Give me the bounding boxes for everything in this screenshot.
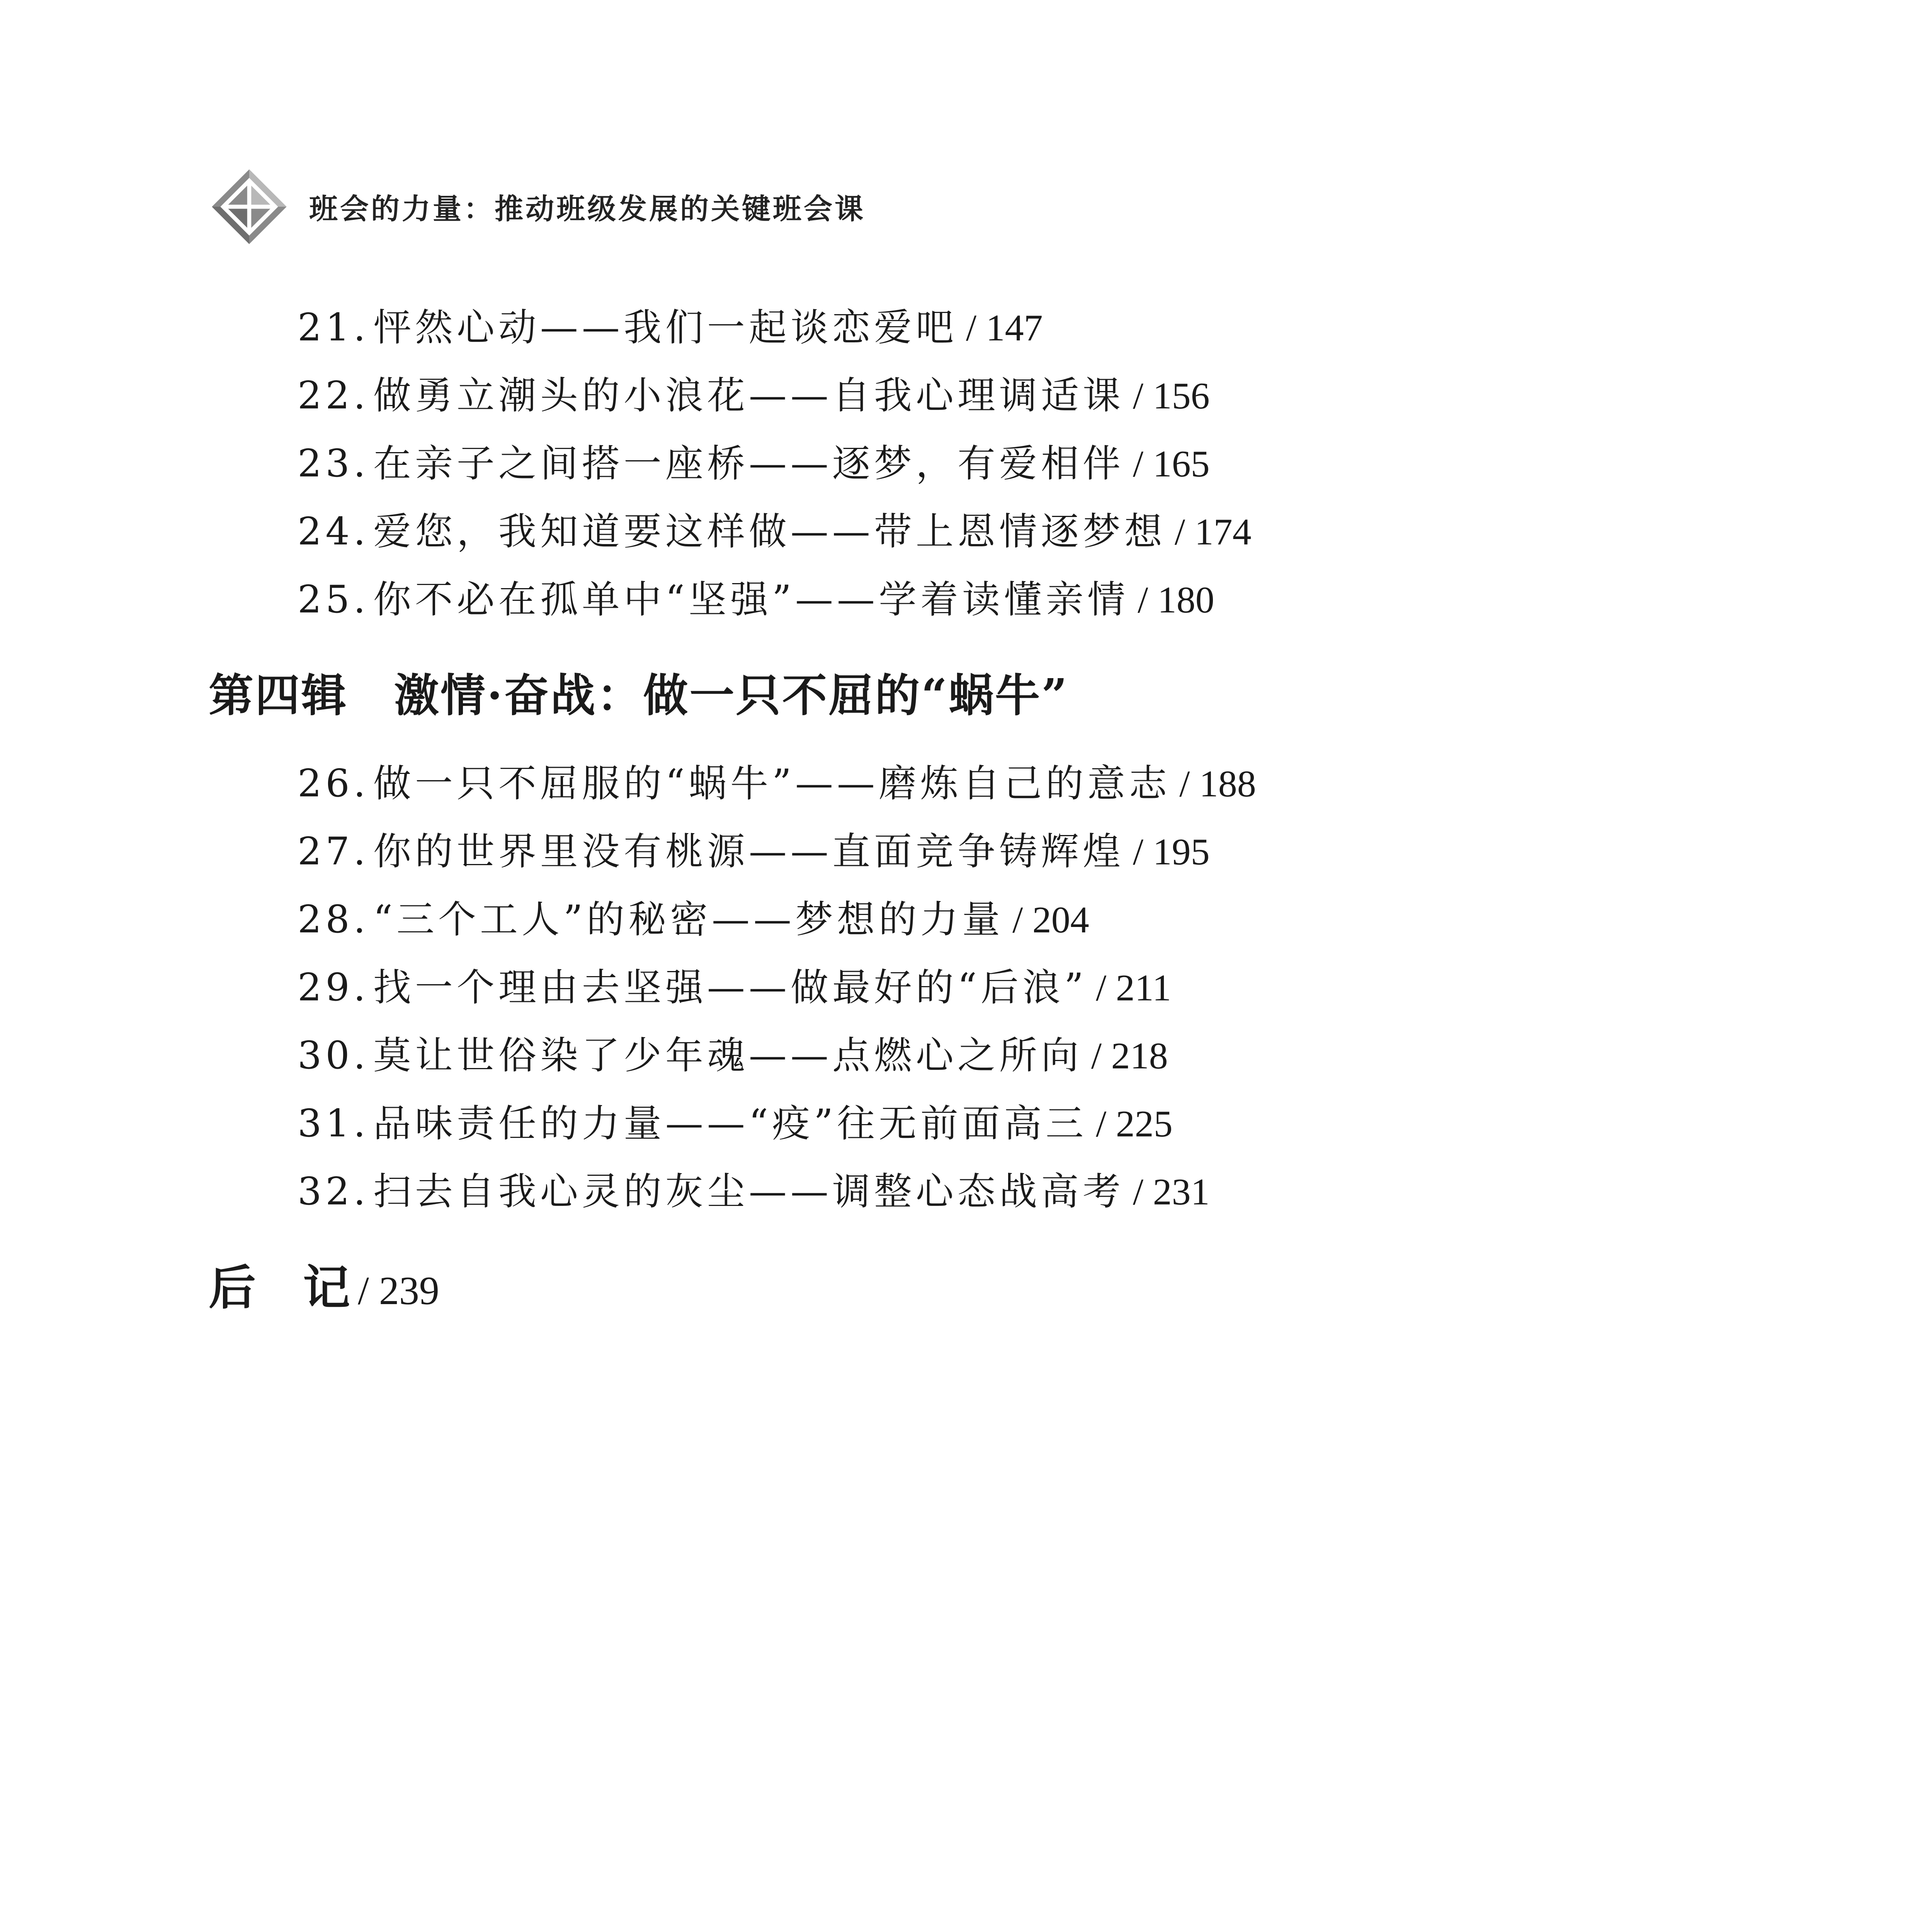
entry-title: 你不必在孤单中“坚强”——学着读懂亲情: [373, 578, 1129, 622]
toc-entry: [209, 750, 1832, 818]
entry-title: 怦然心动——我们一起谈恋爱吧: [373, 306, 957, 350]
toc-entry: [209, 566, 1832, 634]
entry-page: / 218: [1091, 1035, 1168, 1077]
postscript-entry: [209, 1230, 1832, 1345]
entry-page: / 180: [1138, 579, 1214, 621]
postscript-page: / 239: [358, 1269, 439, 1313]
entry-number: 23.: [298, 442, 369, 486]
entry-title: 莫让世俗染了少年魂——点燃心之所向: [373, 1034, 1083, 1078]
toc-entry: [209, 1022, 1832, 1090]
entry-title: 找一个理由去坚强——做最好的“后浪”: [373, 966, 1088, 1010]
section-title: 激情·奋战：做一只不屈的“蜗牛”: [394, 669, 1069, 722]
entry-title: 你的世界里没有桃源——直面竞争铸辉煌: [373, 830, 1124, 874]
entry-title: 在亲子之间搭一座桥——逐梦，有爱相伴: [373, 442, 1124, 486]
entry-number: 29.: [298, 966, 369, 1010]
section-label: 第四辑: [209, 669, 348, 722]
toc-entry: [209, 1090, 1832, 1158]
entry-page: / 204: [1012, 899, 1089, 941]
entry-number: 24.: [298, 510, 369, 554]
entry-page: / 211: [1096, 967, 1172, 1009]
entry-title: 品味责任的力量——“疫”往无前面高三: [373, 1102, 1088, 1146]
entry-number: 26.: [298, 762, 369, 806]
entry-page: / 174: [1174, 511, 1252, 553]
entry-title: 做勇立潮头的小浪花——自我心理调适课: [373, 374, 1124, 418]
entry-page: / 165: [1133, 443, 1210, 485]
toc-entry: [209, 818, 1832, 886]
diamond-logo-icon: [209, 166, 290, 247]
toc-entry: [209, 498, 1832, 566]
entry-number: 22.: [298, 374, 369, 418]
toc-entry: [209, 1158, 1832, 1226]
toc-entry: [209, 362, 1832, 430]
entry-number: 21.: [298, 306, 369, 350]
entry-number: 32.: [298, 1170, 369, 1214]
postscript-title: 后 记: [209, 1260, 350, 1315]
entry-title: 做一只不屈服的“蜗牛”——磨炼自己的意志: [373, 762, 1171, 806]
entry-page: / 188: [1179, 763, 1256, 805]
entry-title: “三个工人”的秘密——梦想的力量: [373, 898, 1004, 942]
running-header: [209, 162, 866, 251]
book-title: 班会的力量：推动班级发展的关键班会课: [309, 192, 866, 226]
entry-page: / 231: [1133, 1171, 1210, 1213]
entry-number: 27.: [298, 830, 369, 874]
entry-number: 28.: [298, 898, 369, 942]
section-heading: [209, 641, 1832, 750]
entry-number: 31.: [298, 1102, 369, 1146]
entry-number: 25.: [298, 578, 369, 622]
entry-number: 30.: [298, 1034, 369, 1078]
entry-title: 爱您，我知道要这样做——带上恩情逐梦想: [373, 510, 1166, 554]
entry-page: / 156: [1133, 375, 1210, 417]
table-of-contents: [209, 294, 1832, 1345]
entry-title: 扫去自我心灵的灰尘——调整心态战高考: [373, 1170, 1124, 1214]
entry-page: / 195: [1133, 831, 1210, 873]
toc-entry: [209, 954, 1832, 1022]
toc-entry: [209, 430, 1832, 498]
entry-page: / 147: [966, 307, 1043, 349]
toc-entry: [209, 886, 1832, 954]
entry-page: / 225: [1096, 1103, 1173, 1145]
toc-entry: [209, 294, 1832, 362]
